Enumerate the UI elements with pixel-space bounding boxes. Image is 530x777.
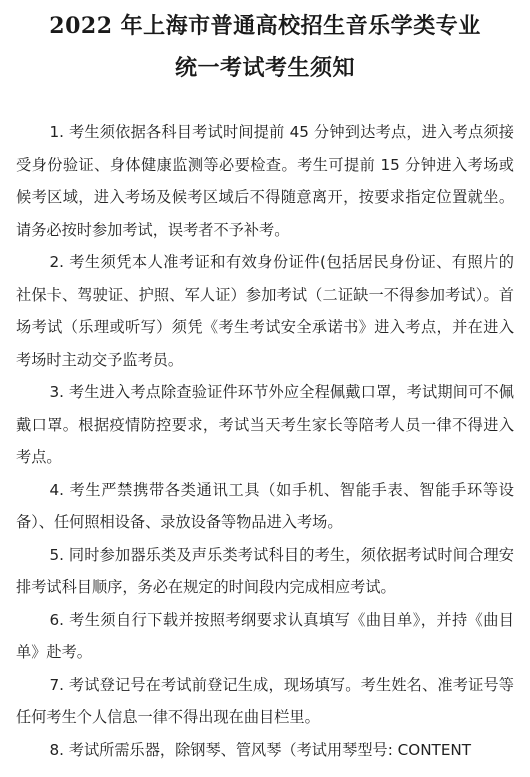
paragraph-1: 1. 考生须依据各科目考试时间提前 45 分钟到达考点，进入考点须接受身份验证、身体健康监测等必要检查。考生可提前 15 分钟进入考场或候考区域，进入考场及候考区域后不得随意离开，按要求指定位置就坐。请务必按时参加考试，误考者不予补考。: [16, 123, 514, 239]
paragraph-7: 7. 考试登记号在考试前登记生成，现场填写。考生姓名、准考证号等任何考生个人信息一律不得出现在曲目栏里。: [16, 675, 514, 726]
document-title: [16, 8, 514, 86]
paragraph-2: 2. 考生须凭本人准考证和有效身份证件(包括居民身份证、有照片的社保卡、驾驶证、护照、军人证）参加考试（二证缺一不得参加考试）。首场考试（乐理或听写）须凭《考生考试安全承诺书》进入考点，并在进入考场时主动交予监考员。: [16, 253, 514, 369]
paragraph-6: 6. 考生须自行下载并按照考纲要求认真填写《曲目单》，并持《曲目单》赴考。: [16, 610, 514, 661]
title-line-2: 统一考试考生须知: [174, 55, 355, 81]
paragraph-5: 5. 同时参加器乐类及声乐类考试科目的考生，须依据考试时间合理安排考试科目顺序，务必在规定的时间段内完成相应考试。: [16, 545, 514, 596]
paragraph-4: 4. 考生严禁携带各类通讯工具（如手机、智能手表、智能手环等设备）、任何照相设备、录放设备等物品进入考场。: [16, 480, 514, 531]
document-body: [16, 116, 514, 766]
title-line-1: 2022 年上海市普通高校招生音乐学类专业: [49, 13, 481, 39]
paragraph-8: 8. 考试所需乐器，除钢琴、管风琴（考试用琴型号: CONTENT: [49, 740, 472, 759]
paragraph-3: 3. 考生进入考点除查验证件环节外应全程佩戴口罩，考试期间可不佩戴口罩。根据疫情防控要求，考试当天考生家长等陪考人员一律不得进入考点。: [16, 383, 514, 466]
